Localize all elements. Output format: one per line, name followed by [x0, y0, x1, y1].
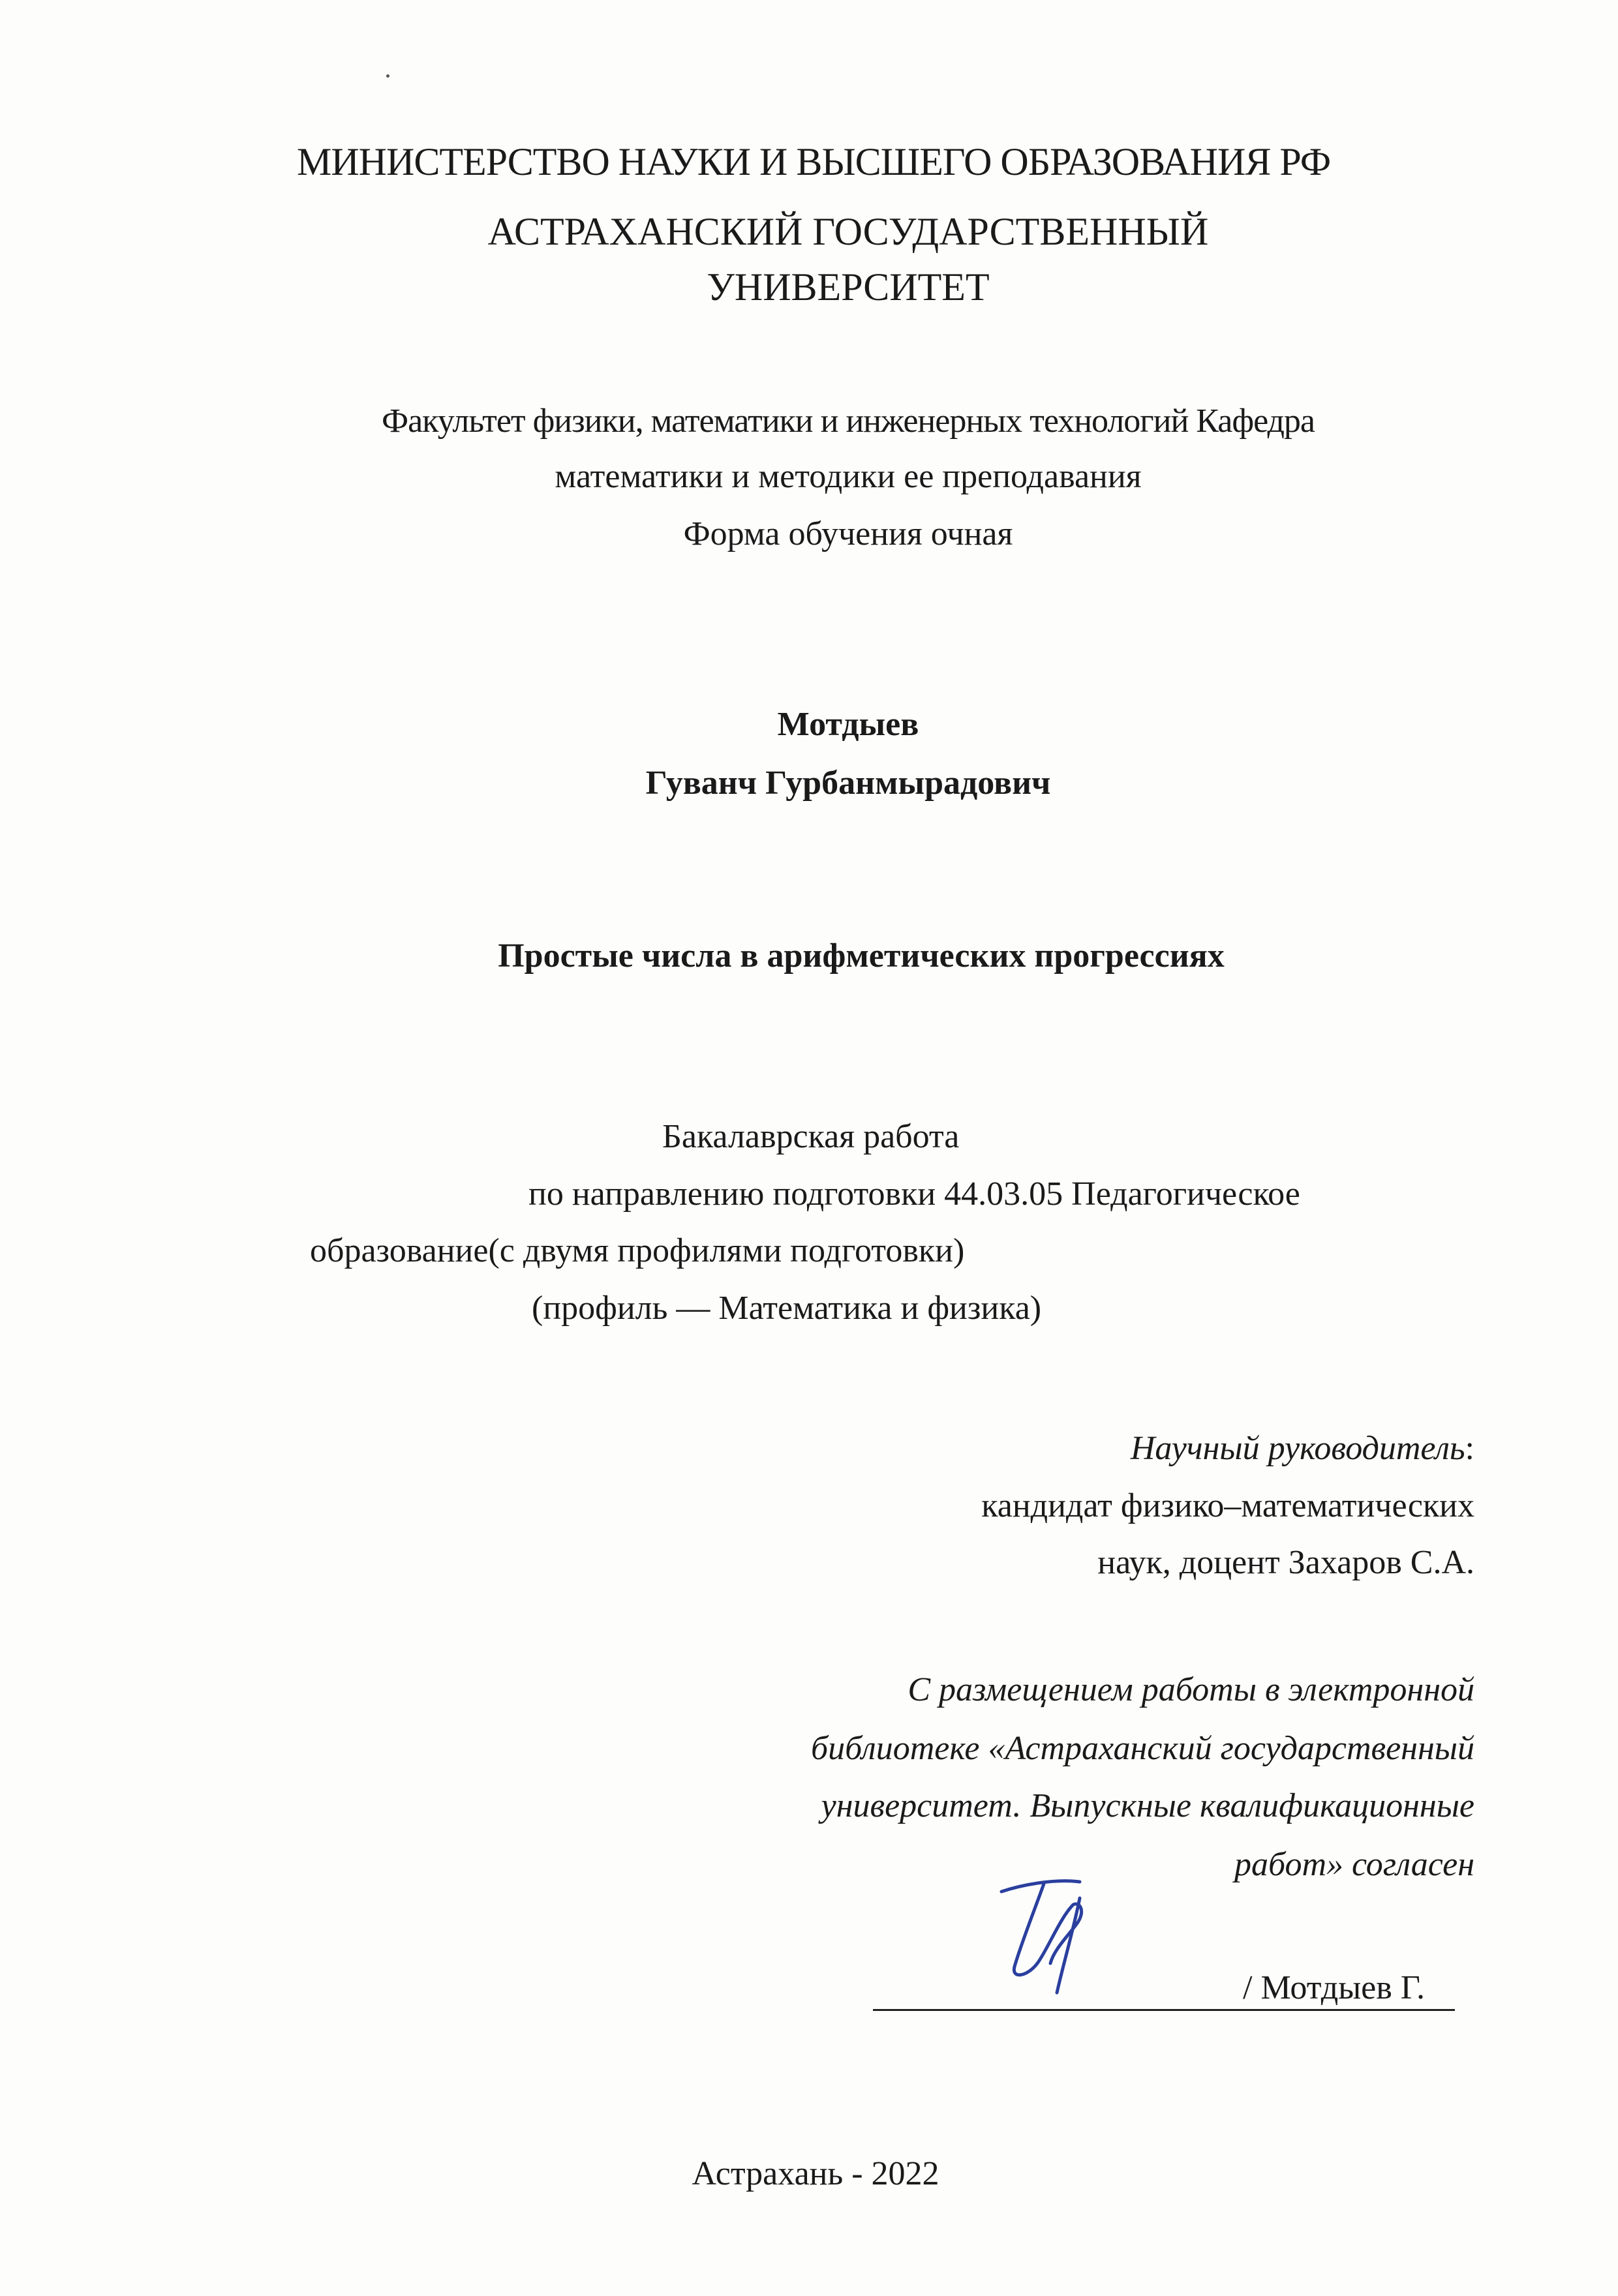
- university-heading-line1: АСТРАХАНСКИЙ ГОСУДАРСТВЕННЫЙ: [487, 210, 1209, 253]
- supervisor-degree: кандидат физико–математических: [981, 1487, 1474, 1524]
- handwritten-signature: [982, 1865, 1112, 1996]
- faculty-line2: математики и методики ее преподавания: [555, 458, 1142, 495]
- author-surname: Мотдыев: [777, 706, 919, 743]
- profile: (профиль — Математика и физика): [532, 1290, 1042, 1327]
- supervisor-label: [783, 1432, 1474, 1466]
- faculty-line1: Факультет физики, математики и инженерных технологий Кафедра: [382, 402, 1315, 440]
- author-given-names: Гуванч Гурбанмырадович: [645, 764, 1051, 802]
- consent-line4: работ» согласен: [1234, 1846, 1474, 1883]
- supervisor-label-text: Научный руководитель: [1130, 1430, 1465, 1467]
- thesis-title: Простые числа в арифметических прогрессиях: [498, 937, 1225, 974]
- direction-line2: образование(с двумя профилями подготовки): [310, 1232, 965, 1269]
- signature-line: [873, 2009, 1455, 2011]
- consent-line3: университет. Выпускные квалификационные: [821, 1787, 1474, 1824]
- consent-line2: библиотеке «Астраханский государственный: [811, 1730, 1474, 1767]
- scan-speck: [386, 74, 389, 78]
- work-type: Бакалаврская работа: [662, 1118, 960, 1155]
- supervisor-label-colon: :: [1465, 1430, 1474, 1467]
- study-form: Форма обучения очная: [683, 515, 1013, 552]
- university-heading-line2: УНИВЕРСИТЕТ: [707, 265, 990, 309]
- consent-line1: С размещением работы в электронной: [908, 1671, 1474, 1708]
- ministry-heading: МИНИСТЕРСТВО НАУКИ И ВЫСШЕГО ОБРАЗОВАНИЯ РФ: [297, 140, 1331, 183]
- city-year: Астрахань - 2022: [692, 2155, 939, 2192]
- direction-line1: по направлению подготовки 44.03.05 Педагогическое: [528, 1175, 1300, 1213]
- supervisor-name: наук, доцент Захаров С.А.: [1097, 1544, 1474, 1581]
- signer-name: / Мотдыев Г.: [1243, 1969, 1425, 2006]
